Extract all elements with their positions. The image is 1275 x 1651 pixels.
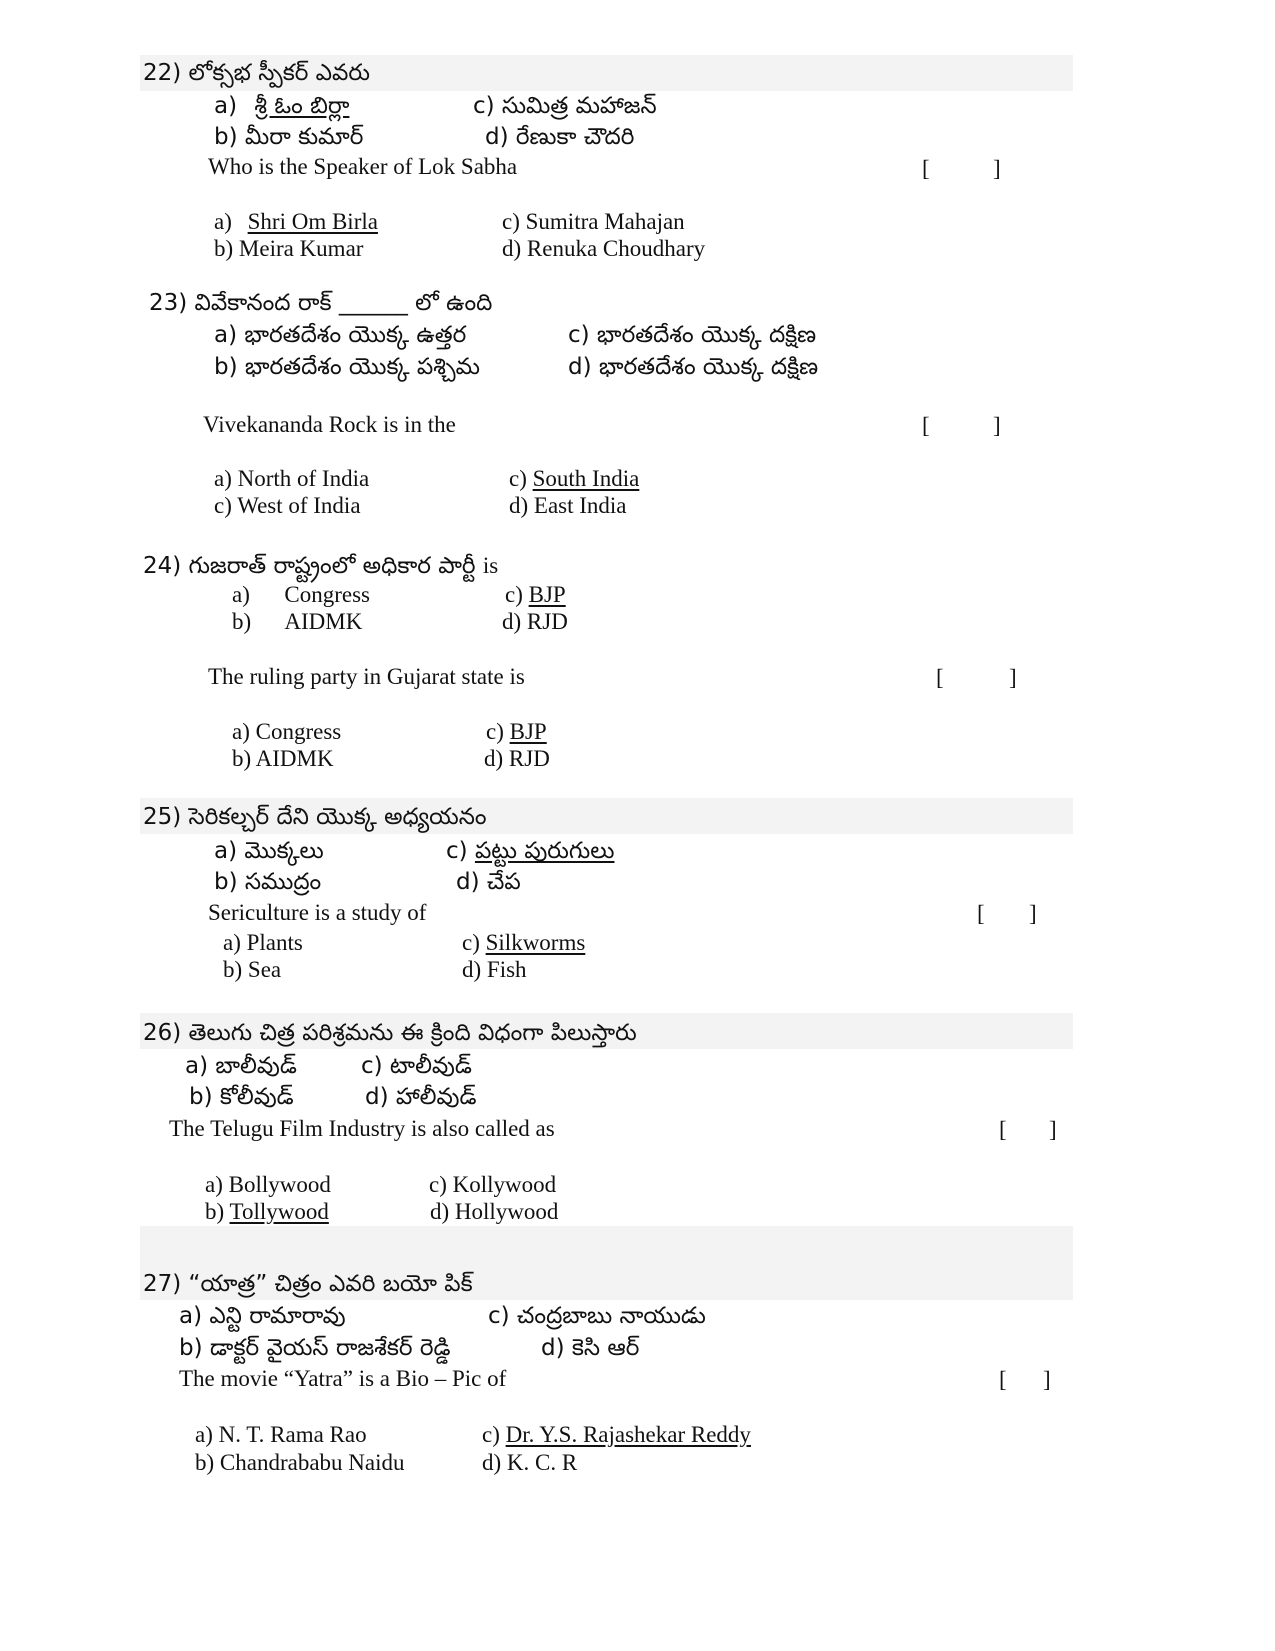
q27-english-answer: Dr. Y.S. Rajashekar Reddy <box>505 1422 751 1447</box>
q25-english-option-d: d) Fish <box>462 957 527 982</box>
q25-telugu-option-d: d) చేప <box>456 869 521 895</box>
q26-english-option-b: b) Tollywood <box>205 1199 329 1224</box>
q24-english-option-d: d) RJD <box>484 746 550 771</box>
q22-answer-bracket-close[interactable]: ] <box>993 156 1001 181</box>
q26-telugu-question: 26) తెలుగు చిత్ర పరిశ్రమను ఈ క్రింది విధంగా పిలుస్తారు <box>143 1020 637 1046</box>
q23-telugu-option-d: d) భారతదేశం యొక్క దక్షిణ <box>568 354 819 380</box>
q23-english-option-d: d) East India <box>509 493 627 518</box>
q22-answer-bracket-open[interactable]: [ <box>922 156 930 181</box>
q25-english-question: Sericulture is a study of <box>208 900 427 925</box>
q27-english-question: The movie “Yatra” is a Bio – Pic of <box>179 1366 507 1391</box>
q27-english-option-d: d) K. C. R <box>482 1450 578 1475</box>
q25-answer-bracket-close[interactable]: ] <box>1029 901 1037 926</box>
q23-telugu-option-b: b) భారతదేశం యొక్క పశ్చిమ <box>214 354 480 380</box>
q24-english-question: The ruling party in Gujarat state is <box>208 664 525 689</box>
q26-english-question: The Telugu Film Industry is also called as <box>169 1116 555 1141</box>
q24-answer-bracket-open[interactable]: [ <box>936 665 944 690</box>
q25-telugu-question: 25) సెరికల్చర్ దేని యొక్క అధ్యయనం <box>143 804 487 830</box>
q26-answer-bracket-open[interactable]: [ <box>999 1117 1007 1142</box>
q25-english-option-a: a) Plants <box>223 930 303 955</box>
q22-english-answer: Shri Om Birla <box>247 209 378 234</box>
q26-english-option-c: c) Kollywood <box>429 1172 557 1197</box>
q26-telugu-option-d: d) హాలీవుడ్ <box>365 1084 477 1110</box>
q26-telugu-option-a: a) బాలీవుడ్ <box>185 1053 297 1079</box>
q27-english-option-b: b) Chandrababu Naidu <box>195 1450 405 1475</box>
q23-telugu-option-c: c) భారతదేశం యొక్క దక్షిణ <box>568 322 817 348</box>
q25-answer-bracket-open[interactable]: [ <box>977 901 985 926</box>
q22-telugu-option-b: b) మీరా కుమార్ <box>214 124 364 150</box>
q27-answer-bracket-open[interactable]: [ <box>999 1367 1007 1392</box>
q27-telugu-option-a: a) ఎన్టి రామారావు <box>179 1303 346 1329</box>
q25-english-option-b: b) Sea <box>223 957 282 982</box>
q24-telugu-option-b: b) AIDMK <box>232 609 363 634</box>
q26-telugu-option-c: c) టాలీవుడ్ <box>361 1053 472 1079</box>
q23-answer-bracket-close[interactable]: ] <box>993 413 1001 438</box>
q24-telugu-question: 24) గుజరాత్ రాష్ట్రంలో అధికార పార్టీ is <box>143 553 499 579</box>
q25-english-answer: Silkworms <box>485 930 586 955</box>
q24-telugu-option-c: c) BJP <box>505 582 566 607</box>
q22-english-option-d: d) Renuka Choudhary <box>502 236 706 261</box>
q22-english-option-a: a) Shri Om Birla <box>214 209 378 234</box>
q24-telugu-option-a: a) Congress <box>232 582 370 607</box>
q24-telugu-answer: BJP <box>528 582 566 607</box>
q25-english-option-c: c) Silkworms <box>462 930 586 955</box>
q26-telugu-option-b: b) కోలీవుడ్ <box>189 1084 294 1110</box>
q25-telugu-answer: పట్టు పురుగులు <box>474 838 615 864</box>
q23-english-question: Vivekananda Rock is in the <box>203 412 456 437</box>
q22-english-option-b: b) Meira Kumar <box>214 236 364 261</box>
q27-telugu-option-c: c) చంద్రబాబు నాయుడు <box>488 1303 706 1329</box>
q23-english-option-a: a) North of India <box>214 466 370 491</box>
q22-telugu-question: 22) లోక్సభ స్పీకర్ ఎవరు <box>143 60 370 86</box>
q24-telugu-option-d: d) RJD <box>502 609 568 634</box>
q22-telugu-option-c: c) సుమిత్ర మహాజన్ <box>473 93 657 119</box>
q22-telugu-option-d: d) రేణుకా చౌదరి <box>485 124 635 150</box>
q23-english-option-b: c) West of India <box>214 493 361 518</box>
q23-telugu-option-a: a) భారతదేశం యొక్క ఉత్తర <box>214 322 467 348</box>
q23-answer-bracket-open[interactable]: [ <box>922 413 930 438</box>
q24-answer-bracket-close[interactable]: ] <box>1009 665 1017 690</box>
q26-answer-bracket-close[interactable]: ] <box>1049 1117 1057 1142</box>
q24-english-answer: BJP <box>509 719 547 744</box>
q26-english-option-a: a) Bollywood <box>205 1172 331 1197</box>
q25-telugu-option-b: b) సముద్రం <box>214 869 322 895</box>
q23-english-answer: South India <box>532 466 640 491</box>
q26-english-option-d: d) Hollywood <box>430 1199 559 1224</box>
q23-telugu-question: 23) వివేకానంద రాక్ ______ లో ఉంది <box>149 290 493 316</box>
q23-english-option-c: c) South India <box>509 466 640 491</box>
q22-telugu-answer: శ్రీ ఓం బిర్లా <box>254 93 350 119</box>
q25-telugu-option-c: c) పట్టు పురుగులు <box>446 838 615 864</box>
q22-english-option-c: c) Sumitra Mahajan <box>502 209 685 234</box>
q26-english-answer: Tollywood <box>229 1199 329 1224</box>
q27-answer-bracket-close[interactable]: ] <box>1043 1367 1051 1392</box>
q24-english-option-a: a) Congress <box>232 719 342 744</box>
q27-english-option-c: c) Dr. Y.S. Rajashekar Reddy <box>482 1422 751 1447</box>
q27-telugu-question: 27) “యాత్ర” చిత్రం ఎవరి బయో పిక్ <box>143 1271 473 1297</box>
q27-telugu-option-b: b) డాక్టర్ వైయస్ రాజశేకర్ రెడ్డి <box>179 1335 451 1361</box>
q22-english-question: Who is the Speaker of Lok Sabha <box>208 154 518 179</box>
q24-english-option-b: b) AIDMK <box>232 746 334 771</box>
q25-telugu-option-a: a) మొక్కలు <box>214 838 324 864</box>
q22-telugu-option-a: a) శ్రీ ఓం బిర్లా <box>214 93 350 119</box>
q27-telugu-option-d: d) కెసి ఆర్ <box>541 1335 640 1361</box>
q24-english-option-c: c) BJP <box>486 719 547 744</box>
q27-english-option-a: a) N. T. Rama Rao <box>195 1422 367 1447</box>
